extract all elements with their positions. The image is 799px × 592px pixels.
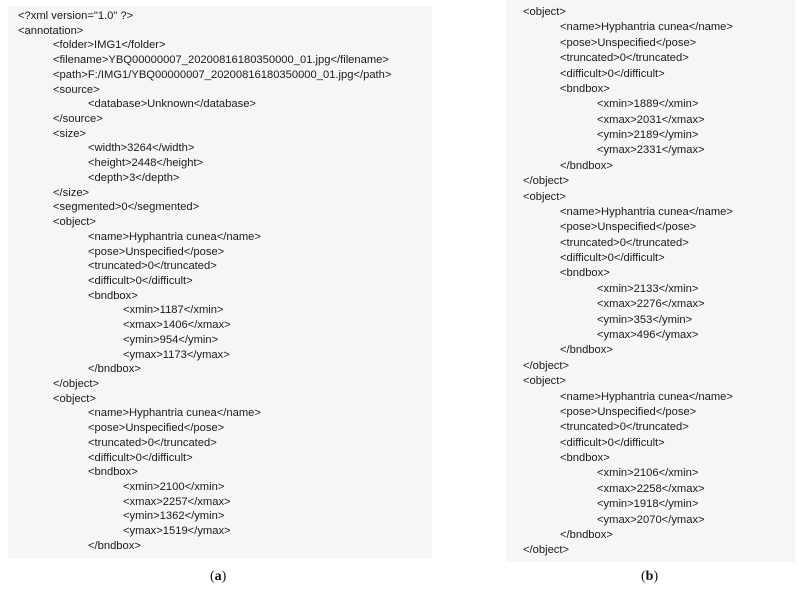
- xml-line: <folder>IMG1</folder>: [53, 39, 166, 52]
- xml-line: <xmin>1187</xmin>: [123, 304, 224, 317]
- xml-line: <database>Unknown</database>: [88, 98, 256, 111]
- xml-line: <difficult>0</difficult>: [88, 274, 193, 287]
- xml-line: <truncated>0</truncated>: [560, 236, 689, 249]
- xml-line: <ymax>2070</ymax>: [597, 513, 705, 526]
- xml-line: <bndbox>: [560, 82, 610, 95]
- xml-panel-a: [8, 6, 432, 558]
- xml-line: <bndbox>: [560, 452, 610, 465]
- xml-line: <truncated>0</truncated>: [560, 52, 689, 65]
- xml-line: <ymin>954</ymin>: [123, 333, 219, 346]
- xml-line: <ymax>2331</ymax>: [597, 144, 705, 157]
- xml-line: </size>: [53, 186, 90, 199]
- caption-b: [641, 569, 658, 585]
- xml-line: <ymax>1519</ymax>: [123, 525, 231, 538]
- xml-line: <bndbox>: [88, 466, 138, 479]
- xml-line: <pose>Unspecified</pose>: [560, 36, 697, 49]
- caption-a-close: ): [221, 569, 227, 584]
- xml-line: <pose>Unspecified</pose>: [88, 245, 225, 258]
- xml-line: <object>: [53, 392, 96, 405]
- xml-line: <source>: [53, 83, 100, 96]
- xml-line: <segmented>0</segmented>: [53, 201, 200, 214]
- caption-a-letter: a: [214, 569, 222, 584]
- xml-line: <bndbox>: [560, 267, 610, 280]
- xml-line: <truncated>0</truncated>: [88, 260, 217, 273]
- xml-line: <object>: [523, 190, 566, 203]
- xml-line: <ymin>353</ymin>: [597, 313, 693, 326]
- xml-line: </bndbox>: [88, 363, 141, 376]
- xml-line: </object>: [53, 378, 100, 390]
- xml-line: <ymax>496</ymax>: [597, 328, 699, 341]
- xml-line: <width>3264</width>: [88, 142, 195, 155]
- xml-line: <size>: [53, 127, 86, 140]
- xml-line: <truncated>0</truncated>: [560, 421, 689, 434]
- xml-panel-b: [506, 0, 795, 562]
- xml-line: <object>: [523, 375, 566, 388]
- xml-line: <xmax>2258</xmax>: [597, 482, 705, 495]
- xml-line: <depth>3</depth>: [88, 171, 180, 184]
- xml-line: <object>: [53, 216, 96, 229]
- xml-line: <xmax>2031</xmax>: [597, 113, 705, 126]
- xml-line: <height>2448</height>: [88, 157, 204, 170]
- xml-line: <name>Hyphantria cunea</name>: [88, 230, 261, 243]
- caption-b-letter: b: [645, 569, 654, 584]
- xml-line: <?xml version="1.0" ?>: [18, 10, 134, 22]
- xml-line: <pose>Unspecified</pose>: [560, 405, 697, 418]
- xml-line: <pose>Unspecified</pose>: [88, 422, 225, 435]
- xml-line: <filename>YBQ00000007_20200816180350000_01.jpg</filename>: [53, 54, 389, 67]
- xml-line: </bndbox>: [88, 539, 141, 552]
- xml-line: </source>: [53, 113, 103, 126]
- xml-line: <pose>Unspecified</pose>: [560, 221, 697, 234]
- xml-line: <name>Hyphantria cunea</name>: [560, 390, 733, 403]
- xml-line: <xmax>1406</xmax>: [123, 319, 231, 332]
- xml-line: <name>Hyphantria cunea</name>: [560, 21, 733, 34]
- xml-line: <xmin>1889</xmin>: [597, 98, 699, 111]
- xml-line: <xmin>2100</xmin>: [123, 481, 225, 494]
- xml-line: </object>: [523, 359, 570, 372]
- xml-line: </bndbox>: [560, 159, 613, 172]
- xml-line: <difficult>0</difficult>: [560, 67, 665, 80]
- xml-line: <difficult>0</difficult>: [560, 436, 665, 449]
- xml-line: <difficult>0</difficult>: [560, 252, 665, 265]
- xml-line: <name>Hyphantria cunea</name>: [560, 205, 733, 218]
- xml-line: <ymin>1918</ymin>: [597, 498, 699, 511]
- xml-line: <xmin>2133</xmin>: [597, 282, 699, 295]
- xml-line: <difficult>0</difficult>: [88, 451, 193, 464]
- xml-line: <bndbox>: [88, 289, 138, 302]
- xml-line: <ymax>1173</ymax>: [123, 348, 230, 361]
- xml-line: <annotation>: [18, 24, 84, 37]
- xml-line: <name>Hyphantria cunea</name>: [88, 407, 261, 420]
- xml-line: <xmin>2106</xmin>: [597, 467, 699, 480]
- xml-line: <path>F:/IMG1/YBQ00000007_20200816180350000_01.jpg</path>: [53, 68, 392, 81]
- xml-line: <truncated>0</truncated>: [88, 436, 217, 449]
- xml-line: </object>: [523, 175, 570, 188]
- caption-a: [210, 569, 226, 585]
- caption-a-open: (: [210, 569, 215, 584]
- xml-line: </bndbox>: [560, 528, 613, 541]
- xml-line: </object>: [523, 544, 570, 557]
- xml-line: <ymin>2189</ymin>: [597, 129, 699, 142]
- caption-b-close: ): [653, 569, 659, 584]
- xml-line: <object>: [523, 6, 566, 18]
- xml-line: </bndbox>: [560, 344, 613, 357]
- caption-b-open: (: [641, 569, 646, 584]
- xml-line: <xmax>2276</xmax>: [597, 298, 705, 311]
- xml-line: <xmax>2257</xmax>: [123, 495, 231, 508]
- xml-line: <ymin>1362</ymin>: [123, 510, 225, 523]
